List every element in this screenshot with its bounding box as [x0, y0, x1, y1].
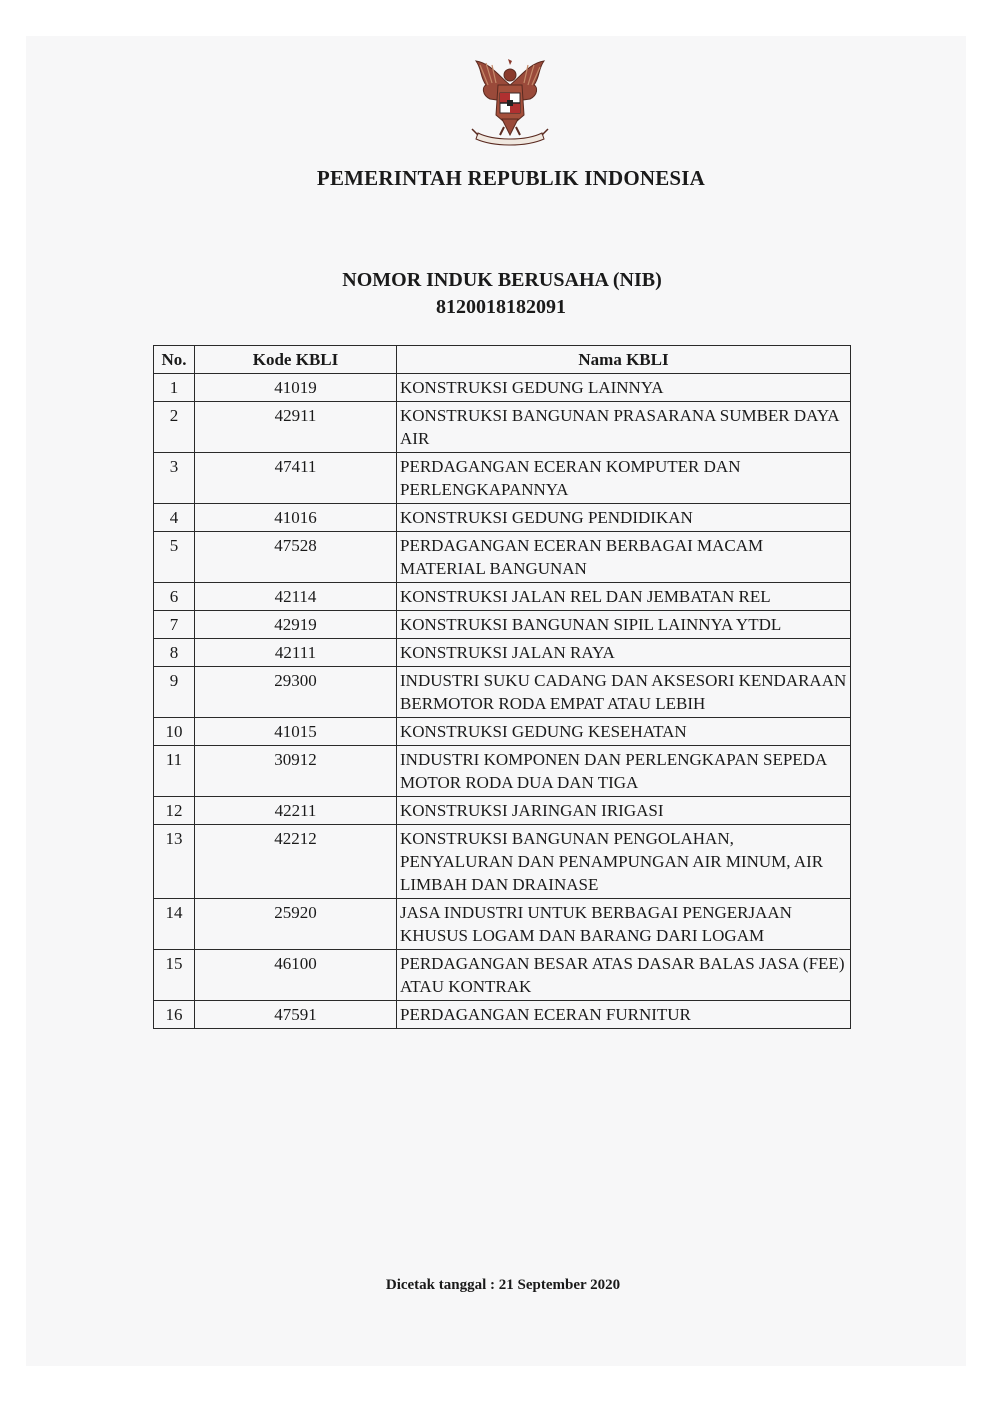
kbli-name: KONSTRUKSI JALAN RAYA	[397, 639, 851, 667]
table-row	[154, 950, 851, 1001]
header-no: No.	[154, 346, 195, 374]
kbli-name: KONSTRUKSI GEDUNG PENDIDIKAN	[397, 504, 851, 532]
table-row	[154, 899, 851, 950]
nib-number: 8120018182091	[436, 296, 566, 318]
kbli-name: KONSTRUKSI BANGUNAN PRASARANA SUMBER DAYA AIR	[397, 402, 851, 453]
row-number: 16	[154, 1001, 195, 1029]
table-row	[154, 797, 851, 825]
kbli-code: 46100	[195, 950, 397, 1001]
kbli-name: INDUSTRI KOMPONEN DAN PERLENGKAPAN SEPEDA MOTOR RODA DUA DAN TIGA	[397, 746, 851, 797]
row-number: 8	[154, 639, 195, 667]
table-row	[154, 532, 851, 583]
row-number: 4	[154, 504, 195, 532]
kbli-code: 42212	[195, 825, 397, 899]
table-row	[154, 504, 851, 532]
table-row	[154, 825, 851, 899]
table-row	[154, 746, 851, 797]
table-row	[154, 374, 851, 402]
government-title: PEMERINTAH REPUBLIK INDONESIA	[316, 166, 706, 190]
row-number: 3	[154, 453, 195, 504]
row-number: 9	[154, 667, 195, 718]
kbli-code: 47411	[195, 453, 397, 504]
row-number: 14	[154, 899, 195, 950]
table-row	[154, 718, 851, 746]
kbli-name: PERDAGANGAN ECERAN FURNITUR	[397, 1001, 851, 1029]
kbli-code: 42919	[195, 611, 397, 639]
kbli-code: 47591	[195, 1001, 397, 1029]
kbli-name: INDUSTRI SUKU CADANG DAN AKSESORI KENDARAAN BERMOTOR RODA EMPAT ATAU LEBIH	[397, 667, 851, 718]
nib-heading: NOMOR INDUK BERUSAHA (NIB)	[342, 269, 662, 291]
kbli-name: PERDAGANGAN BESAR ATAS DASAR BALAS JASA (FEE) ATAU KONTRAK	[397, 950, 851, 1001]
table-row	[154, 667, 851, 718]
kbli-name: KONSTRUKSI BANGUNAN PENGOLAHAN, PENYALURAN DAN PENAMPUNGAN AIR MINUM, AIR LIMBAH DAN DRAINASE	[397, 825, 851, 899]
kbli-table	[153, 345, 851, 1029]
header-nama-kbli: Nama KBLI	[397, 346, 851, 374]
table-row	[154, 402, 851, 453]
kbli-name: KONSTRUKSI BANGUNAN SIPIL LAINNYA YTDL	[397, 611, 851, 639]
table-row	[154, 611, 851, 639]
row-number: 12	[154, 797, 195, 825]
row-number: 5	[154, 532, 195, 583]
kbli-name: PERDAGANGAN ECERAN KOMPUTER DAN PERLENGKAPANNYA	[397, 453, 851, 504]
table-row	[154, 1001, 851, 1029]
row-number: 15	[154, 950, 195, 1001]
header-kode-kbli: Kode KBLI	[195, 346, 397, 374]
printed-date: Dicetak tanggal : 21 September 2020	[385, 1277, 621, 1293]
kbli-code: 30912	[195, 746, 397, 797]
row-number: 6	[154, 583, 195, 611]
table-row	[154, 583, 851, 611]
kbli-code: 41019	[195, 374, 397, 402]
kbli-name: KONSTRUKSI JALAN REL DAN JEMBATAN REL	[397, 583, 851, 611]
kbli-table-body	[154, 374, 851, 1029]
row-number: 13	[154, 825, 195, 899]
table-row	[154, 639, 851, 667]
kbli-code: 42111	[195, 639, 397, 667]
kbli-name: JASA INDUSTRI UNTUK BERBAGAI PENGERJAAN KHUSUS LOGAM DAN BARANG DARI LOGAM	[397, 899, 851, 950]
garuda-emblem-icon	[464, 55, 556, 147]
row-number: 7	[154, 611, 195, 639]
kbli-code: 42114	[195, 583, 397, 611]
kbli-name: KONSTRUKSI GEDUNG KESEHATAN	[397, 718, 851, 746]
kbli-code: 41015	[195, 718, 397, 746]
kbli-code: 41016	[195, 504, 397, 532]
kbli-code: 42911	[195, 402, 397, 453]
kbli-code: 29300	[195, 667, 397, 718]
table-row	[154, 453, 851, 504]
kbli-code: 25920	[195, 899, 397, 950]
row-number: 11	[154, 746, 195, 797]
kbli-code: 42211	[195, 797, 397, 825]
row-number: 2	[154, 402, 195, 453]
kbli-name: KONSTRUKSI JARINGAN IRIGASI	[397, 797, 851, 825]
table-header-row	[154, 346, 851, 374]
kbli-name: KONSTRUKSI GEDUNG LAINNYA	[397, 374, 851, 402]
kbli-name: PERDAGANGAN ECERAN BERBAGAI MACAM MATERIAL BANGUNAN	[397, 532, 851, 583]
row-number: 1	[154, 374, 195, 402]
kbli-code: 47528	[195, 532, 397, 583]
row-number: 10	[154, 718, 195, 746]
